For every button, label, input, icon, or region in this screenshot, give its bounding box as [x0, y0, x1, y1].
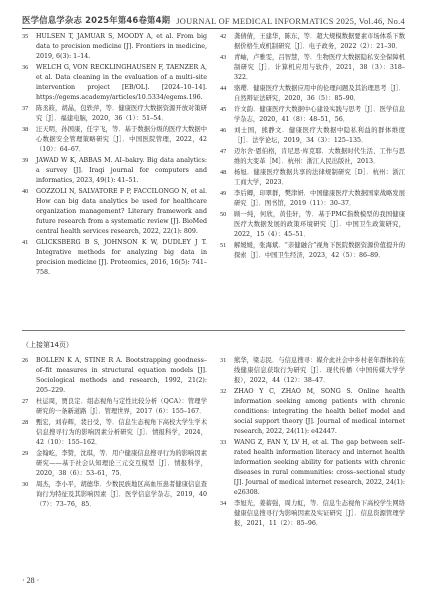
reference-text: 杜运周，贾良定．组态视角与定性比较分析（QCA）：管理学研究的一条新道路［J］．管理世界，2017（6）：155–167． — [36, 398, 207, 415]
reference-number: 33 — [220, 439, 227, 446]
reference-text: WANG Z, FAN Y, LV H, et al. The gap between self–rated health information literacy and internet health information seeking ability for patients with chronic diseases in rural communities: cross–sectional study [J]. Journal of medical internet research, 2022, 24(1): e26308. — [234, 439, 405, 496]
reference-item — [220, 241, 405, 261]
reference-item — [22, 104, 207, 124]
reference-text: 金翰屹，李赞，沈琪，等．用户健康信息搜寻行为的影响因素研究——基于社会认知理论三元交互模型［J］．情报科学，2020，38（6）：53–61，75． — [36, 450, 207, 477]
reference-number: 35 — [22, 33, 29, 40]
reference-item — [220, 438, 405, 498]
reference-item — [22, 480, 207, 510]
journal-title-cn: 医学信息学杂志 2025年第46卷第4期 — [22, 15, 171, 25]
reference-item — [220, 499, 405, 529]
page-number: · 28 · — [22, 576, 40, 585]
reference-text: 青岫，卢雅雯，吕智慧，等．生物医疗大数据隐私安全保障机制研究［J］．计算机应用与软件，2021，38（3）：318–322． — [234, 54, 405, 81]
reference-number: 28 — [22, 419, 29, 426]
references-bottom-right — [220, 356, 405, 530]
references-top-left — [22, 32, 207, 279]
reference-item — [220, 210, 405, 240]
references-bottom-left — [22, 356, 207, 511]
reference-text: 李旭光，姜蓄强，周力虹，等．信息生态视角下高校学生网络健康信息搜寻行为影响因素及实证研究［J］．信息资源管理学报，2021，11（2）：85–96． — [234, 500, 405, 527]
reference-number: 31 — [220, 357, 227, 364]
reference-item — [220, 53, 405, 83]
reference-text: 迈尔舍·恩伯格，肯尼思·库克耶．大数据时代生活、工作与思维的大变革［M］．杭州：浙江人民出版社，2013． — [234, 148, 405, 165]
reference-text: 熊华，梁志民．与信息搜寻：媒介此社会中乡村老年群体的在线健康信息获取行为研究［J］．现代传播（中国传媒大学学报），2022，44（12）：38–47． — [234, 357, 405, 384]
reference-item — [22, 397, 207, 417]
reference-text: 汪天明，孙国康，任宇飞，等．基于数据分级的医疗大数据中心数据安全管理策略研究［J］．中国医院管理，2022，42（10）：64–67． — [36, 126, 207, 153]
reference-item — [22, 238, 207, 278]
reference-text: ZHAO Y C, ZHAO M, SONG S. Online health information seeking among patients with chronic conditions: integrating the health belief model and social support theory [J]. Journal of medical internet research, 2022, 24(11): e42447. — [234, 388, 405, 435]
reference-number: 42 — [220, 33, 227, 40]
reference-number: 34 — [220, 500, 227, 507]
reference-item — [220, 189, 405, 209]
reference-text: HULSEN T, JAMUAR S, MOODY A, et al. From big data to precision medicine [J]. Frontiers in medicine, 2019, 6(3): 1–14. — [36, 33, 207, 60]
reference-text: 周杰，李小平，胡德华．少数民族地区高血压患者健康信息查询行为特征及其影响因素［J］．医学信息学杂志，2019，40（7）：73–76，85． — [36, 481, 207, 508]
reference-number: 32 — [220, 388, 227, 395]
reference-number: 30 — [22, 481, 29, 488]
reference-number: 44 — [220, 85, 227, 92]
reference-text: BOLLEN K A, STINE R A. Bootstrapping goodness–of–fit measures in structural equation models [J]. Sociological methods and research, 1992, 21(2): 205–229. — [36, 357, 207, 394]
references-top-right — [220, 32, 405, 262]
reference-number: 49 — [220, 190, 227, 197]
reference-item — [22, 156, 207, 186]
continuation-label: （上接第14页） — [22, 341, 73, 349]
reference-number: 37 — [22, 105, 29, 112]
reference-item — [22, 418, 207, 448]
reference-number: 26 — [22, 357, 29, 364]
reference-number: 45 — [220, 106, 227, 113]
reference-item — [22, 187, 207, 237]
reference-item — [220, 126, 405, 146]
reference-item — [220, 84, 405, 104]
reference-item — [220, 168, 405, 188]
reference-text: JAWAD W K, ABBAS M. AI–bakry. Big data analytics: a survey [J]. Iraqi journal for computers and informatics, 2023, 49(1): 41–51. — [36, 157, 207, 184]
reference-number: 51 — [220, 242, 227, 249]
reference-number: 47 — [220, 148, 227, 155]
reference-number: 29 — [22, 450, 29, 457]
reference-item — [22, 63, 207, 103]
reference-text: 许文韵．健康医疗大数据中心建设实践与思考［J］．医学信息学杂志，2020，41（8）：48–51，56． — [234, 106, 405, 123]
reference-text: 杨旭．健康医疗数据共享的法律规制研究［D］．杭州：浙江工商大学，2023． — [234, 169, 405, 186]
reference-number: 50 — [220, 211, 227, 218]
reference-item — [22, 32, 207, 62]
reference-item — [220, 32, 405, 52]
reference-text: 解媛媛，张海斌．“亲健融合”视角下医院数据资源价值提升的探索［J］．中国卫生经济，2023，42（5）：86–89． — [234, 242, 405, 259]
reference-number: 39 — [22, 157, 29, 164]
reference-text: GLICKSBERG B S, JOHNSON K W, DUDLEY J T. Integrative methods for analyzing big data in precision medicine [J]. Proteomics, 2016, 16(5): 741–758. — [36, 239, 207, 276]
reference-text: 刘士国，熊静文．健康医疗大数据中隐私利益的群体维度［J］．法学论坛，2019，34（3）：125–135． — [234, 127, 405, 144]
reference-item — [22, 356, 207, 396]
reference-text: 甄宏，刘春辉，裴日受，等．信息生态视角下高校大学生学术信息搜寻行为的影响因素分析研究［J］．情报科学，2024，42（10）：155–162． — [36, 419, 207, 446]
reference-text: 龚倩倩，王建华，陈东，等．超大规模数据要素市场体系下数据价格生成机制研究［J］．电子政务，2022（2）：21–30． — [234, 33, 405, 50]
reference-text: 骆璎．健康医疗大数据应用中的伦理问题及其治理思考［J］．自然辩证法研究，2020，36（5）：85–90． — [234, 85, 405, 102]
reference-text: 陈丞筱，胡晶，包轶萍，等．健康医疗大数据资源开放对策研究［J］．福建电脑，2020，36（1）：51–54． — [36, 105, 207, 122]
reference-text: 李后卿，印翠群，樊津妍．中国健康医疗大数据国家战略发展研究［J］．图书馆，2019（11）：30–37． — [234, 190, 405, 207]
reference-text: 顾一纯，何欣，黄佳轩，等．基于PMC指数模型的我国健康医疗大数据发展的政策环境研究［J］．中国卫生政策研究，2022，15（4）：45–51． — [234, 211, 405, 238]
reference-item — [220, 147, 405, 167]
journal-title-en: JOURNAL OF MEDICAL INFORMATICS 2025, Vol.46, No.4 — [176, 17, 405, 26]
reference-text: GOZZOLI N, SALVATORE F P, FACCILONGO N, et al. How can big data analytics be used for healthcare organization management? Literary framework and future research from a systematic review [J]. BioMed central health services research, 2022, 22(1): 809. — [36, 188, 207, 235]
running-header — [22, 10, 405, 29]
reference-number: 27 — [22, 398, 29, 405]
reference-number: 46 — [220, 127, 227, 134]
reference-number: 36 — [22, 64, 29, 71]
reference-text: WELCH G, VON RECKLINGHAUSEN F, TAENZER A, et al. Data cleaning in the evaluation of a multi–site intervention project [EB/OL]. [2024–10–14]. https://egems.academy/articles/10.5334/egems.196. — [36, 64, 207, 101]
reference-number: 43 — [220, 54, 227, 61]
reference-number: 38 — [22, 126, 29, 133]
reference-number: 40 — [22, 188, 29, 195]
reference-item — [220, 356, 405, 386]
reference-item — [220, 387, 405, 437]
reference-number: 41 — [22, 239, 29, 246]
reference-number: 48 — [220, 169, 227, 176]
section-divider — [22, 330, 405, 331]
reference-item — [22, 449, 207, 479]
reference-item — [220, 105, 405, 125]
reference-item — [22, 125, 207, 155]
